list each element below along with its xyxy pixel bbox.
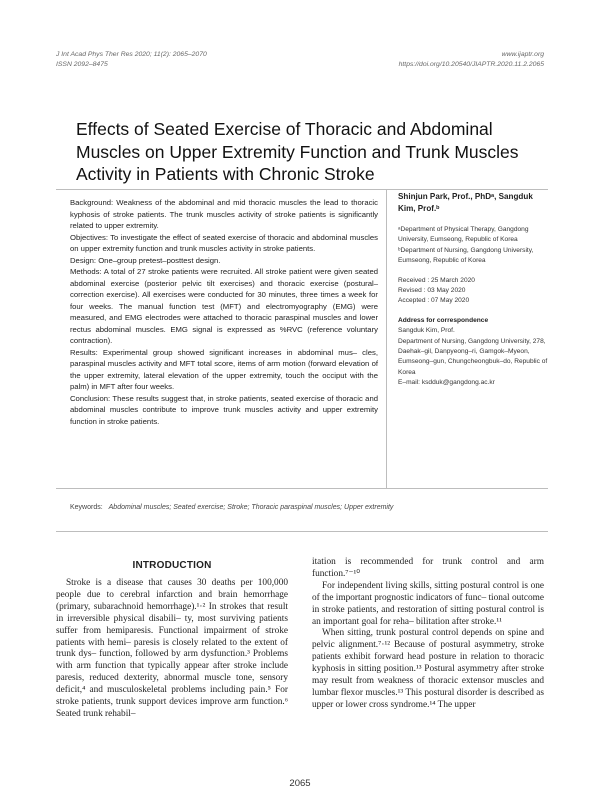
body-column-right	[312, 557, 544, 712]
intro-paragraph: When sitting, trunk postural control depends on spine and pelvic alignment.⁷·¹² Because of postural asymmetry, stroke patients exhibit forward head posture in relation to thoracic kyphosis in sitting position.¹³ Postural asymmetry after stroke may result from weakness of thoracic extensor muscles and lumbar flexor muscles.¹³ This postural disorder is described as upper or lower cross syndrome.¹⁴ The upper	[312, 628, 544, 710]
correspondence-address: Department of Nursing, Gangdong University, 278, Daehak–gil, Danpyeong–ri, Gamgok–Myeon, Eumseong–gun, Chungcheongbuk–do, Republic of Korea	[398, 337, 548, 376]
paper-title	[76, 118, 536, 186]
keywords-label: Keywords:	[70, 504, 103, 511]
body-column-left	[56, 578, 288, 721]
abstract-objectives: Objectives: To investigate the effect of seated exercise of thoracic and abdominal muscles on upper extremity function and trunk muscles activity in stroke patients.	[70, 232, 378, 253]
correspondence-heading: Address for correspondence	[398, 316, 489, 324]
author-sidebar	[398, 191, 548, 398]
journal-header-left	[56, 50, 207, 70]
title-line: Activity in Patients with Chronic Stroke	[76, 164, 375, 184]
keywords-divider	[56, 531, 548, 532]
abstract-background: Background: Weakness of the abdominal and mid thoracic muscles the lead to thoracic kyphosis of stroke patients. The trunk muscles activity of stroke patients is significantly related to upper extremity.	[70, 198, 378, 230]
keywords	[70, 502, 540, 513]
correspondence-email[interactable]: E–mail: ksdduk@gangdong.ac.kr	[398, 379, 495, 387]
abstract-methods: Methods: A total of 27 stroke patients were recruited. All stroke patient were given seated abdominal exercise (posterior pelvic tilt exercises) and thoracic exercise (postural–correction exercise). All exercises were conducted for 30 minutes, three times a week for four weeks. The manual function test (MFT) and electromyography (EMG) were measured, and EMG electrodes were attached to thoracic paraspinal muscles and lower rectus abdominal muscles. EMG signal is expressed as %RVC (reference voluntary contraction).	[70, 267, 378, 345]
abstract-bottom-divider	[56, 488, 548, 489]
revised-date: Revised : 03 May 2020	[398, 287, 466, 295]
section-heading-introduction: INTRODUCTION	[132, 560, 212, 571]
intro-paragraph: Stroke is a disease that causes 30 deaths per 100,000 people due to cerebral infarction and brain hemorrhage (primary, subarachnoid hemorrhage).¹·² In strokes that result in irreversible physical disabili– ty, most surviving patients suffer from hemiparesis. Functional impairment of stroke patients with hemi– paresis is closely related to the extent of trunk dys– function, followed by arm dysfunction.³ Problems with arm function that typically appear after stroke include paresis, reduced dexterity, abnormal muscle tone, sensory deficit,⁴ and musculoskeletal problems including pain.⁵ For stroke patients, trunk support devices improve arm function.⁶ Seated trunk rehabil–	[56, 578, 288, 719]
correspondence-name: Sangduk Kim, Prof.	[398, 327, 455, 335]
journal-header-right	[399, 50, 544, 70]
page-number: 2065	[289, 778, 311, 789]
keywords-value: Abdominal muscles; Seated exercise; Stroke; Thoracic paraspinal muscles; Upper extremity	[108, 504, 394, 511]
doi-link[interactable]: https://doi.org/10.20540/JIAPTR.2020.11.2.2065	[398, 61, 544, 68]
journal-issn: ISSN 2092–8475	[56, 61, 108, 68]
abstract-design: Design: One–group pretest–posttest design.	[70, 255, 221, 265]
abstract-conclusion: Conclusion: These results suggest that, in stroke patients, seated exercise of thoracic and abdominal muscles contribute to improve trunk muscles activity and upper extremity function in stroke patients.	[70, 393, 378, 426]
intro-paragraph: itation is recommended for trunk control and arm function.⁷⁻¹⁰	[312, 557, 544, 579]
title-line: Effects of Seated Exercise of Thoracic and Abdominal	[76, 119, 493, 139]
abstract-box	[56, 189, 387, 488]
affiliation-b: ᵇDepartment of Nursing, Gangdong University, Eumseong, Republic of Korea	[398, 246, 534, 265]
received-date: Received : 25 March 2020	[398, 276, 475, 284]
author-names: Shinjun Park, Prof., PhDᵃ, Sangduk Kim, Prof.ᵇ	[398, 192, 533, 213]
accepted-date: Accepted : 07 May 2020	[398, 297, 470, 305]
affiliation-a: ᵃDepartment of Physical Therapy, Gangdong University, Eumseong, Republic of Korea	[398, 226, 529, 244]
intro-paragraph: For independent living skills, sitting postural control is one of the important prognostic indicators of func– tional outcome in stroke patients, and restoration of sitting postural control is an important goal for reha– bilitation after stroke.¹¹	[312, 580, 544, 627]
journal-site-link[interactable]: www.ijaptr.org	[501, 51, 544, 58]
title-line: Muscles on Upper Extremity Function and Trunk Muscles	[76, 141, 519, 162]
abstract-results: Results: Experimental group showed significant increases in abdominal mus– cles, paraspinal muscles activity and MFT total score, items of arm motion (forward elevation of the upper extremity, lateral elevation of the upper extremity, touch the occiput with the palm) in MFT after four weeks.	[70, 347, 378, 391]
journal-citation: J Int Acad Phys Ther Res 2020; 11(2): 2065–2070	[56, 51, 207, 58]
